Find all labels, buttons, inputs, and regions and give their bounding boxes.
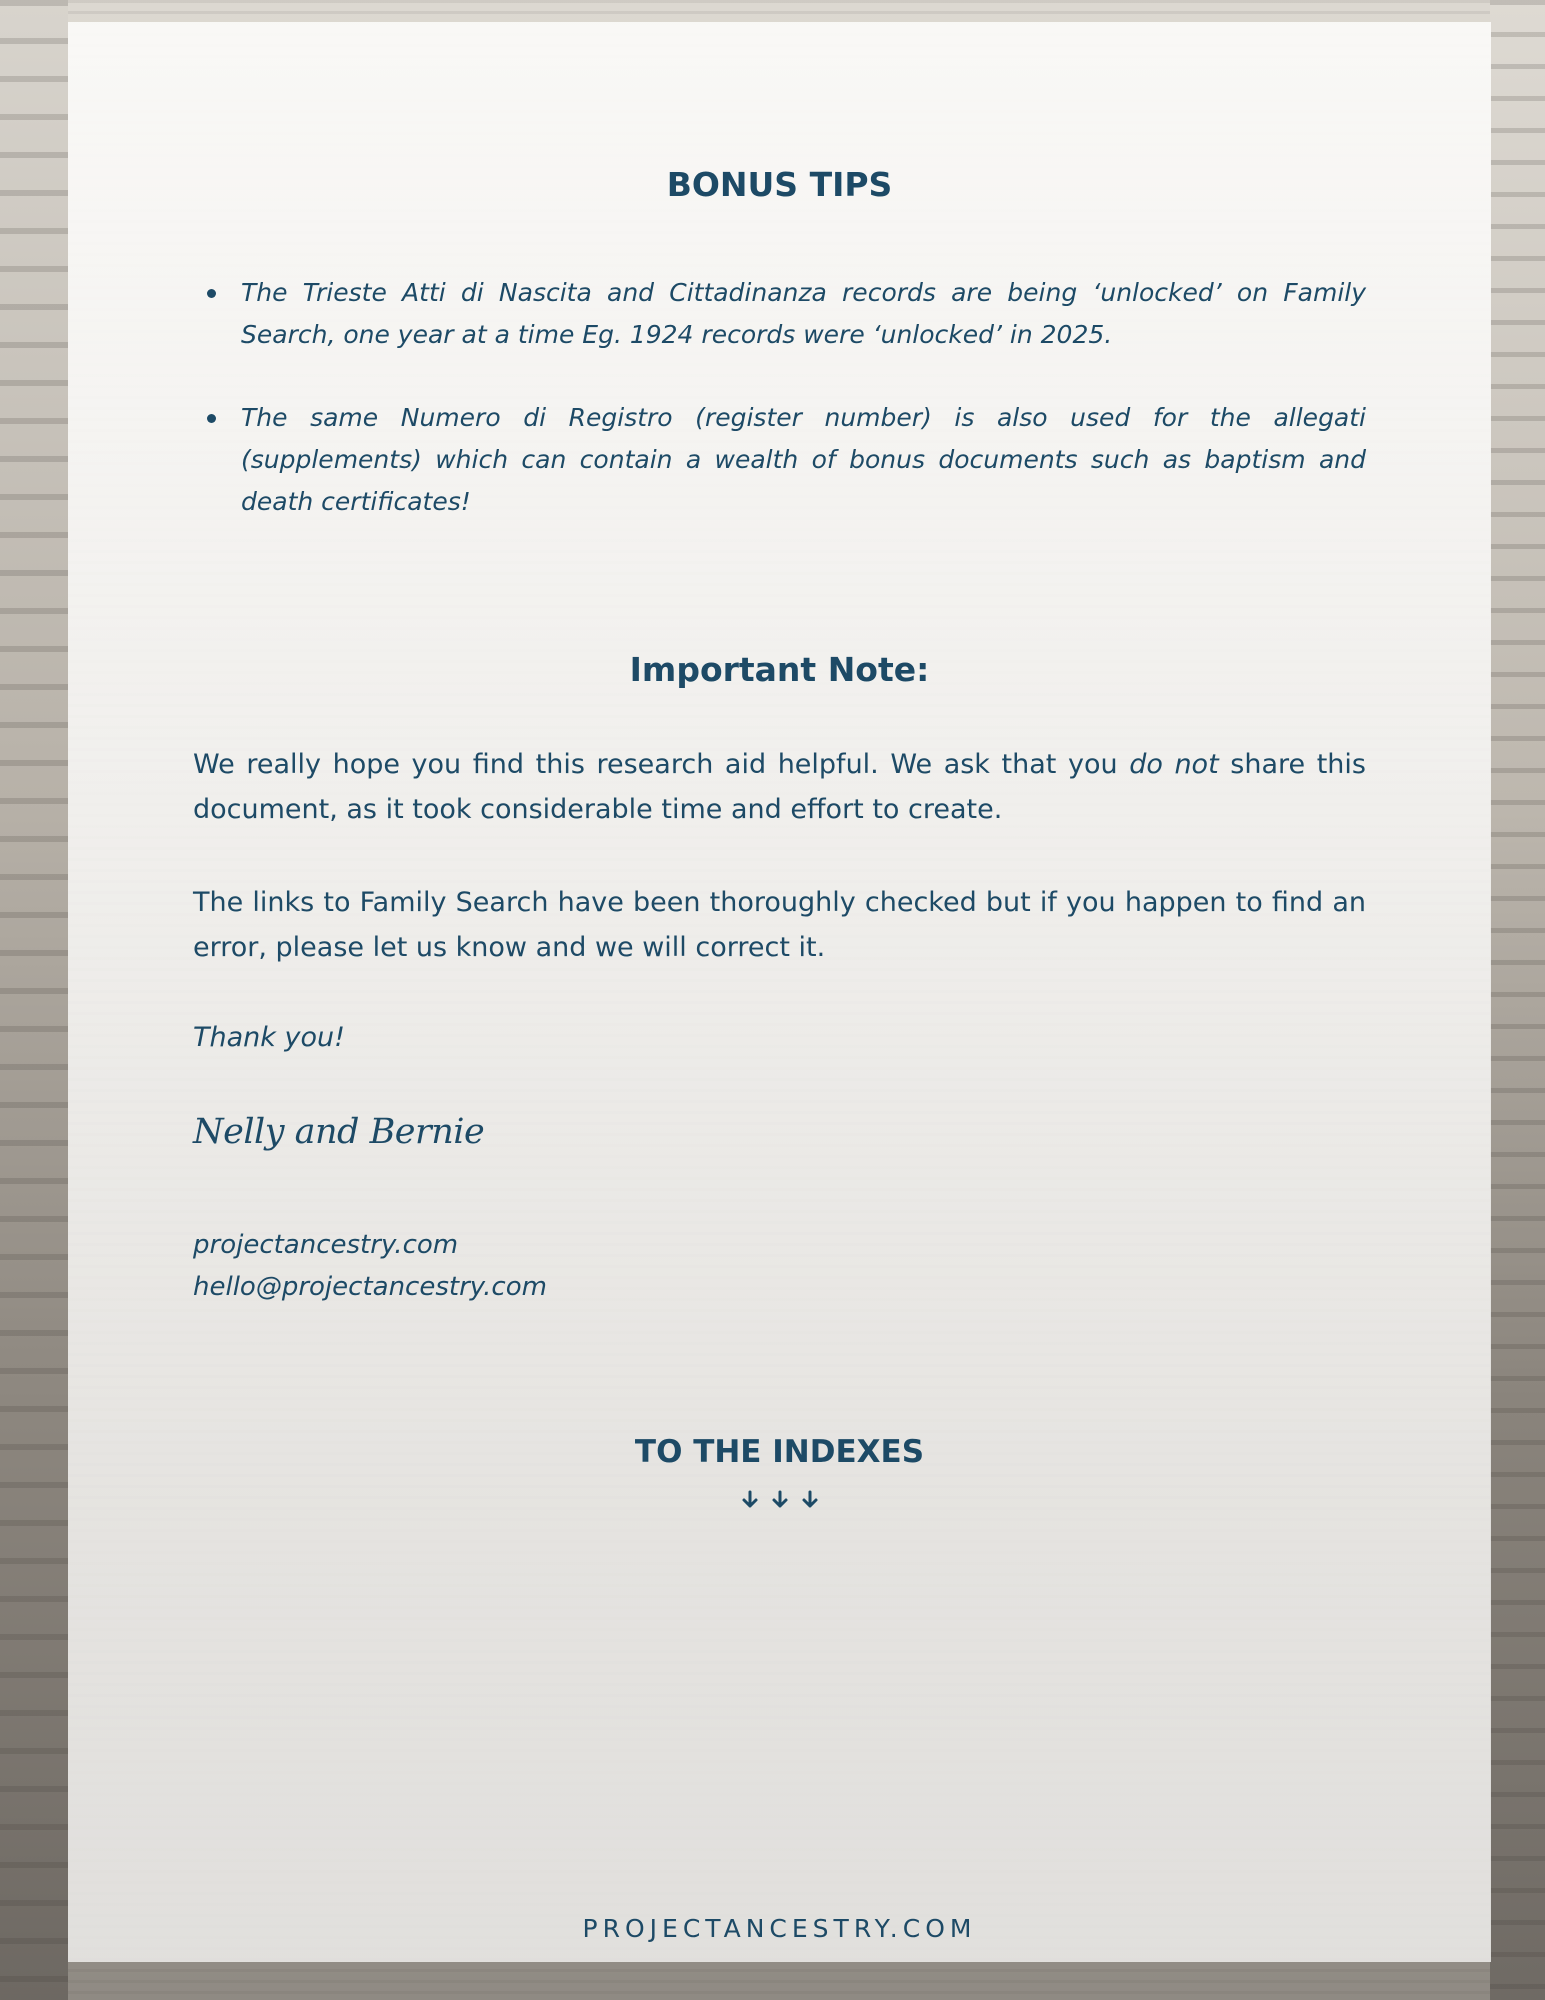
bonus-tips-title: BONUS TIPS [666, 165, 893, 204]
website-link[interactable]: projectancestry.com [193, 1230, 459, 1260]
note-paragraph-links: The links to Family Search have been thoroughly checked but if you happen to find an error, please let us know and we will correct it. [193, 887, 1366, 963]
thank-you-text: Thank you! [193, 1022, 345, 1053]
to-the-indexes-link[interactable]: TO THE INDEXES [634, 1434, 925, 1470]
tip-text: The same Numero di Registro (register number) is also used for the allegati (supplements) which can contain a wealth of bonus documents such as baptism and death certificates! [241, 403, 1366, 516]
list-item [193, 272, 1366, 356]
email-link[interactable]: hello@projectancestry.com [193, 1272, 547, 1302]
tip-text: The Trieste Atti di Nascita and Cittadinanza records are being ‘unlocked’ on Family Search, one year at a time Eg. 1924 records were ‘unlocked’ in 2025. [241, 278, 1366, 349]
note-text: share this document, as it took considerable time and effort to create. [193, 749, 1366, 825]
signature: Nelly and Bernie [193, 1112, 485, 1152]
arrow-down-icon [801, 1490, 819, 1510]
note-emphasis: do not [1129, 749, 1219, 780]
background-photo-left [0, 0, 68, 2000]
bonus-tips-list [193, 272, 1366, 564]
page-sheet [68, 22, 1491, 1962]
list-item [193, 397, 1366, 523]
bullet-icon [207, 414, 216, 423]
note-paragraph-share [193, 742, 1366, 832]
important-note-title: Important Note: [629, 650, 930, 689]
footer-website[interactable]: PROJECTANCESTRY.COM [582, 1914, 977, 1943]
arrow-down-icon [741, 1490, 759, 1510]
indexes-arrows[interactable] [68, 1490, 1491, 1510]
bullet-icon [207, 289, 216, 298]
background-photo-right [1490, 0, 1545, 2000]
note-text: We really hope you find this research aid helpful. We ask that you [193, 749, 1130, 780]
arrow-down-icon [771, 1490, 789, 1510]
